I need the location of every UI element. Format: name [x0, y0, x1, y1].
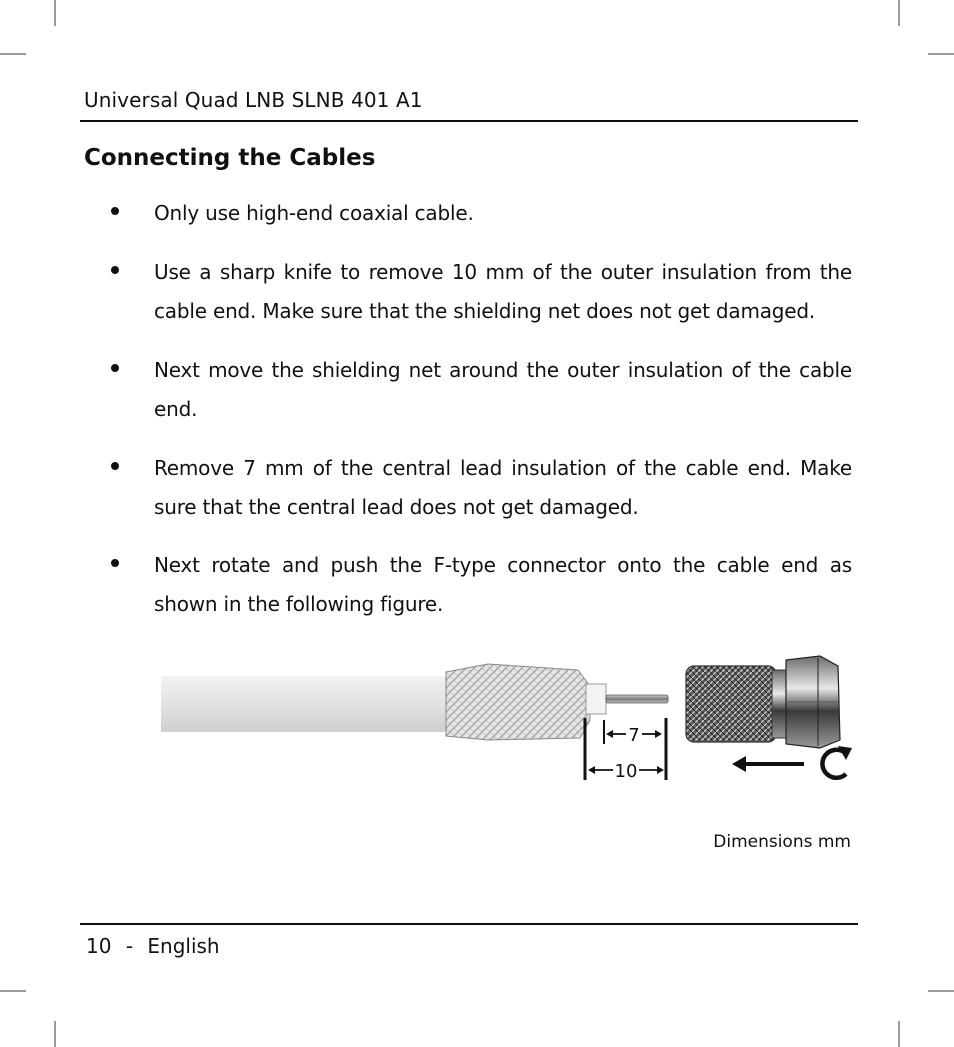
bullet-icon [111, 462, 119, 470]
footer-language: English [147, 934, 220, 958]
bullet-text: Use a sharp knife to remove 10 mm of the outer insulation from the cable end. Make sure that the shielding net does not get damaged. [154, 260, 852, 323]
bullet-text: Next rotate and push the F-type connector onto the cable end as shown in the following figure. [154, 553, 852, 616]
page-footer [86, 934, 220, 958]
header-title: Universal Quad LNB SLNB 401 A1 [84, 88, 423, 112]
arrowhead-10-right [657, 766, 664, 774]
crop-mark-bottom-left-vertical [54, 1021, 56, 1047]
page-number: 10 [86, 934, 112, 958]
push-arrowhead [732, 756, 746, 772]
rotate-arrowhead [838, 746, 852, 760]
footer-rule [80, 923, 858, 925]
crop-mark-bottom-right-horizontal [928, 990, 954, 992]
footer-separator: - [125, 934, 134, 958]
crop-mark-top-left-vertical [54, 0, 56, 26]
header-rule [80, 120, 858, 122]
bullet-text: Next move the shielding net around the outer insulation of the cable end. [154, 358, 852, 421]
arrowhead-7-left [606, 730, 613, 738]
figure-caption: Dimensions mm [713, 832, 851, 852]
shielding-net [446, 664, 590, 740]
crop-mark-top-left-horizontal [0, 53, 26, 55]
crop-mark-bottom-left-horizontal [0, 990, 26, 992]
crop-mark-top-right-horizontal [928, 53, 954, 55]
outer-insulation [161, 676, 451, 732]
connector-collar [772, 670, 786, 738]
crop-mark-top-right-vertical [898, 0, 900, 26]
bullet-icon [111, 559, 119, 567]
section-heading: Connecting the Cables [84, 145, 376, 171]
crop-mark-bottom-right-vertical [898, 1021, 900, 1047]
bullet-icon [111, 207, 119, 215]
cable-diagram [158, 648, 858, 798]
dimension-label-10: 10 [614, 761, 638, 782]
dielectric-insulation [586, 684, 606, 714]
arrowhead-7-right [655, 730, 662, 738]
dimension-label-7: 7 [628, 725, 640, 746]
bullet-text: Only use high-end coaxial cable. [154, 201, 474, 225]
cable-connector-figure [158, 648, 858, 798]
central-lead [606, 695, 668, 703]
rotate-icon [822, 750, 846, 778]
bullet-icon [111, 266, 119, 274]
connector-knurled-sleeve [686, 666, 776, 742]
arrowhead-10-left [588, 766, 595, 774]
bullet-text: Remove 7 mm of the central lead insulation of the cable end. Make sure that the central lead does not get damaged. [154, 456, 852, 519]
bullet-icon [111, 364, 119, 372]
